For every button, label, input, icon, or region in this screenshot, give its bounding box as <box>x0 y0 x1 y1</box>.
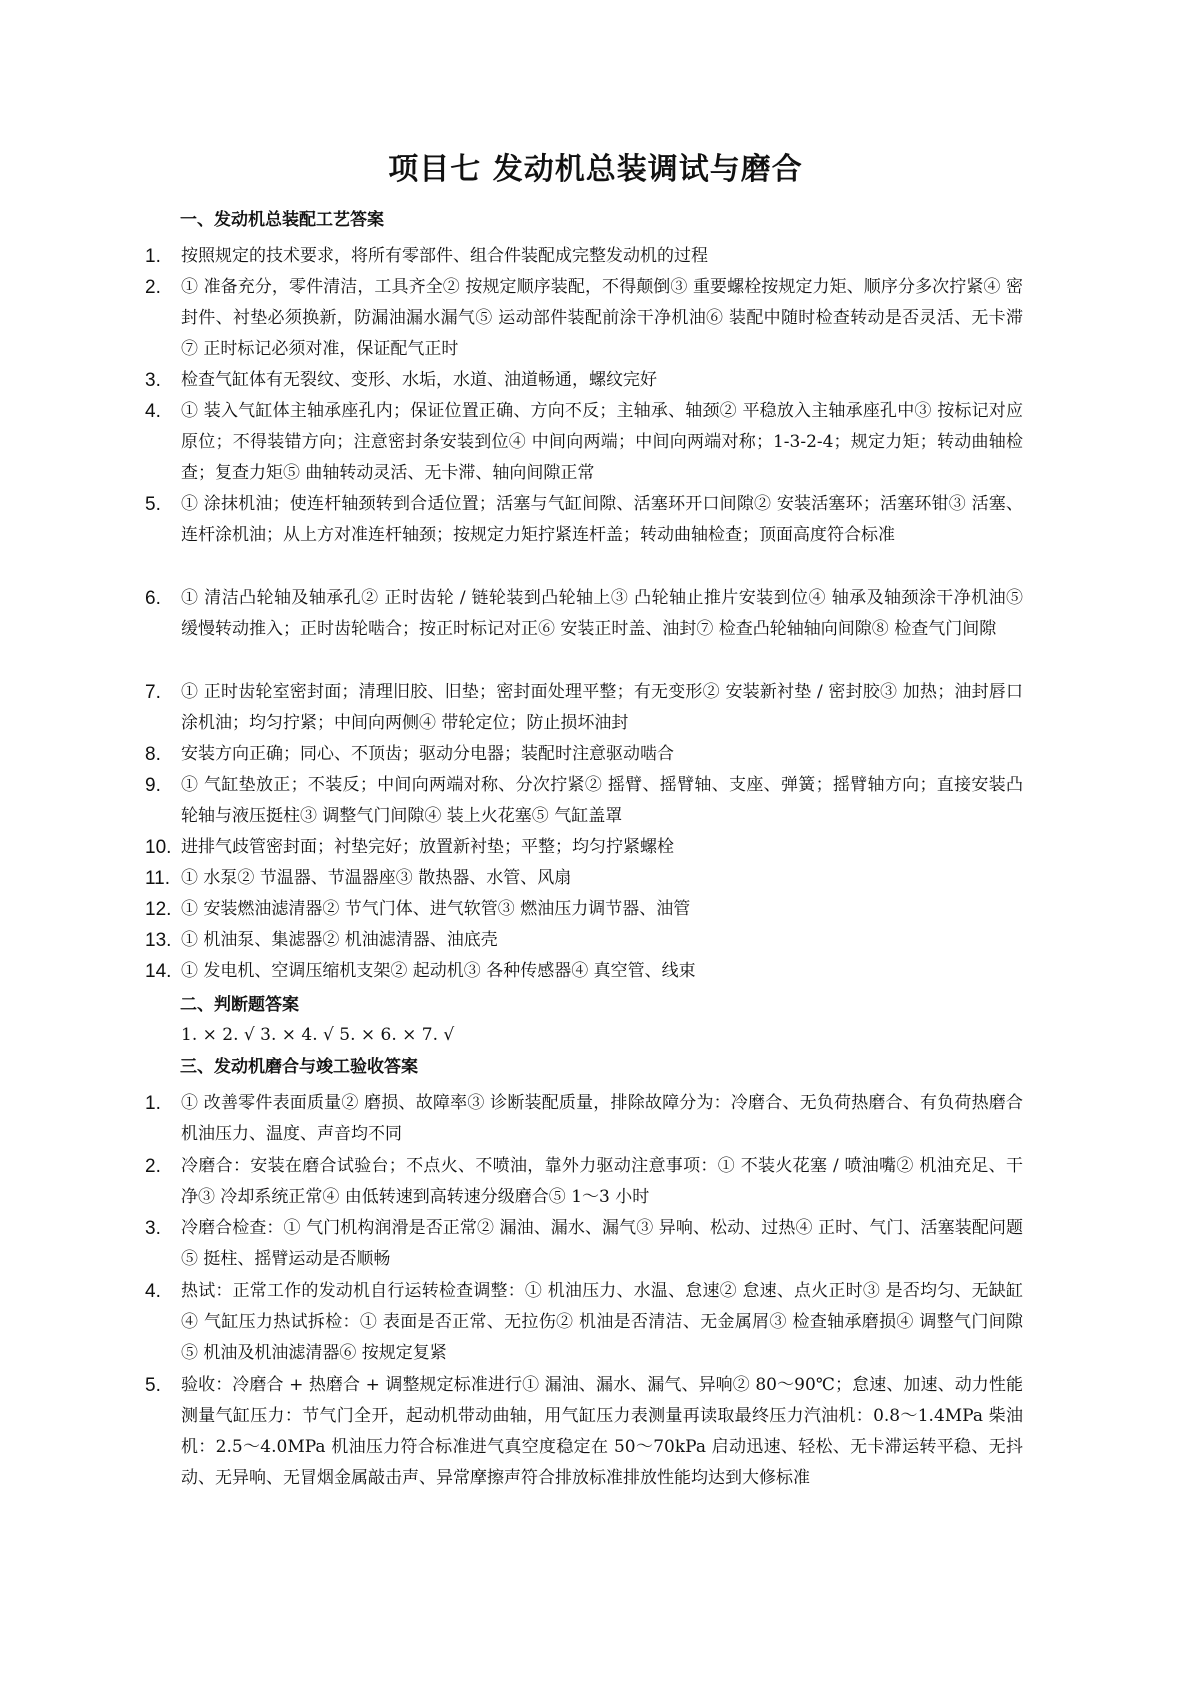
item-text: 热试：正常工作的发动机自行运转检查调整：① 机油压力、水温、怠速② 怠速、点火正时③ 是否均匀、无缺缸④ 气缸压力热试拆检：① 表面是否正常、无拉伤② 机油是否清洁、无金属屑③ 检查轴承磨损④ 调整气门间隙⑤ 机油及机油滤清器⑥ 按规定复紧 <box>181 1281 1023 1363</box>
item-text: ① 改善零件表面质量② 磨损、故障率③ 诊断装配质量，排除故障分为：冷磨合、无负荷热磨合、有负荷热磨合机油压力、温度、声音均不同 <box>181 1093 1023 1144</box>
item-number: 14. <box>145 961 172 982</box>
item-text: 进排气歧管密封面；衬垫完好；放置新衬垫；平整；均匀拧紧螺栓 <box>181 837 674 857</box>
item-text: ① 水泵② 节温器、节温器座③ 散热器、水管、风扇 <box>181 868 572 888</box>
answer-item <box>145 832 1023 863</box>
item-number: 4. <box>145 1281 161 1302</box>
item-text: 冷磨合：安装在磨合试验台；不点火、不喷油，靠外力驱动注意事项：① 不装火花塞 / 喷油嘴② 机油充足、干净③ 冷却系统正常④ 由低转速到高转速分级磨合⑤ 1～3 小时 <box>181 1156 1023 1207</box>
item-text: 冷磨合检查：① 气门机构润滑是否正常② 漏油、漏水、漏气③ 异响、松动、过热④ 正时、气门、活塞装配问题⑤ 挺柱、摇臂运动是否顺畅 <box>181 1218 1023 1269</box>
answer-item <box>145 956 1023 987</box>
answer-item <box>145 272 1023 365</box>
answer-item <box>145 489 1023 551</box>
item-text: 验收：冷磨合 + 热磨合 + 调整规定标准进行① 漏油、漏水、漏气、异响② 80～90℃；怠速、加速、动力性能测量气缸压力：节气门全开，起动机带动曲轴，用气缸压力表测量再读取最终压力汽油机：0.8～1.4MPa 柴油机：2.5～4.0MPa 机油压力符合标准进气真空度稳定在 50～70kPa 启动迅速、轻松、无卡滞运转平稳、无抖动、无异响、无冒烟金属敲击声、异常摩擦声符合排放标准排放性能均达到大修标准 <box>181 1375 1023 1488</box>
item-text: ① 气缸垫放正；不装反；中间向两端对称、分次拧紧② 摇臂、摇臂轴、支座、弹簧；摇臂轴方向；直接安装凸轮轴与液压挺柱③ 调整气门间隙④ 装上火花塞⑤ 气缸盖罩 <box>181 775 1023 826</box>
item-number: 1. <box>145 246 161 267</box>
item-text: 按照规定的技术要求，将所有零部件、组合件装配成完整发动机的过程 <box>181 246 708 266</box>
answer-item <box>145 1276 1023 1369</box>
item-number: 1. <box>145 1093 161 1114</box>
answer-item <box>145 770 1023 832</box>
item-number: 5. <box>145 1375 161 1396</box>
answer-item <box>145 894 1023 925</box>
item-text: 安装方向正确；同心、不顶齿；驱动分电器；装配时注意驱动啮合 <box>181 744 674 764</box>
item-number: 11. <box>145 868 171 889</box>
item-text: ① 清洁凸轮轴及轴承孔② 正时齿轮 / 链轮装到凸轮轴上③ 凸轮轴止推片安装到位④ 轴承及轴颈涂干净机油⑤ 缓慢转动推入；正时齿轮啮合；按正时标记对正⑥ 安装正时盖、油封⑦ 检查凸轮轴轴向间隙⑧ 检查气门间隙 <box>181 588 1023 639</box>
page-title: 项目七 发动机总装调试与磨合 <box>388 152 803 187</box>
item-text: ① 安装燃油滤清器② 节气门体、进气软管③ 燃油压力调节器、油管 <box>181 899 691 919</box>
item-text: ① 准备充分，零件清洁，工具齐全② 按规定顺序装配，不得颠倒③ 重要螺栓按规定力矩、顺序分多次拧紧④ 密封件、衬垫必须换新，防漏油漏水漏气⑤ 运动部件装配前涂干净机油⑥ 装配中随时检查转动是否灵活、无卡滞⑦ 正时标记必须对准，保证配气正时 <box>181 277 1023 359</box>
answer-item <box>145 1213 1023 1275</box>
item-text: ① 机油泵、集滤器② 机油滤清器、油底壳 <box>181 930 498 950</box>
section-1-heading: 一、发动机总装配工艺答案 <box>180 210 384 230</box>
answer-item <box>145 677 1023 739</box>
item-number: 13. <box>145 930 172 951</box>
item-text: ① 装入气缸体主轴承座孔内；保证位置正确、方向不反；主轴承、轴颈② 平稳放入主轴承座孔中③ 按标记对应原位；不得装错方向；注意密封条安装到位④ 中间向两端；中间向两端对称；1-3-2-4；规定力矩；转动曲轴检查；复查力矩⑤ 曲轴转动灵活、无卡滞、轴向间隙正常 <box>181 401 1023 483</box>
item-number: 3. <box>145 1218 161 1239</box>
answer-item <box>145 583 1023 645</box>
answer-item <box>145 1088 1023 1150</box>
answer-item <box>145 1370 1023 1494</box>
answer-item <box>145 739 1023 770</box>
item-number: 9. <box>145 775 161 796</box>
section-3-heading: 三、发动机磨合与竣工验收答案 <box>180 1057 418 1077</box>
item-number: 2. <box>145 277 161 298</box>
answer-item <box>145 396 1023 489</box>
item-number: 7. <box>145 682 161 703</box>
answer-item <box>145 365 1023 396</box>
judgement-answers: 1. × 2. √ 3. × 4. √ 5. × 6. × 7. √ <box>181 1025 455 1045</box>
item-number: 4. <box>145 401 161 422</box>
answer-item <box>145 1151 1023 1213</box>
item-number: 12. <box>145 899 172 920</box>
item-number: 3. <box>145 370 161 391</box>
section-2-heading: 二、判断题答案 <box>180 995 299 1015</box>
item-number: 5. <box>145 494 161 515</box>
answer-item <box>145 925 1023 956</box>
item-number: 10. <box>145 837 172 858</box>
item-text: ① 发电机、空调压缩机支架② 起动机③ 各种传感器④ 真空管、线束 <box>181 961 696 981</box>
item-number: 8. <box>145 744 161 765</box>
answer-item <box>145 241 1023 272</box>
item-number: 2. <box>145 1156 161 1177</box>
item-number: 6. <box>145 588 161 609</box>
item-text: ① 正时齿轮室密封面；清理旧胶、旧垫；密封面处理平整；有无变形② 安装新衬垫 / 密封胶③ 加热；油封唇口涂机油；均匀拧紧；中间向两侧④ 带轮定位；防止损坏油封 <box>181 682 1023 733</box>
item-text: ① 涂抹机油；使连杆轴颈转到合适位置；活塞与气缸间隙、活塞环开口间隙② 安装活塞环；活塞环钳③ 活塞、连杆涂机油；从上方对准连杆轴颈；按规定力矩拧紧连杆盖；转动曲轴检查；顶面高度符合标准 <box>181 494 1023 545</box>
item-text: 检查气缸体有无裂纹、变形、水垢，水道、油道畅通，螺纹完好 <box>181 370 657 390</box>
answer-item <box>145 863 1023 894</box>
